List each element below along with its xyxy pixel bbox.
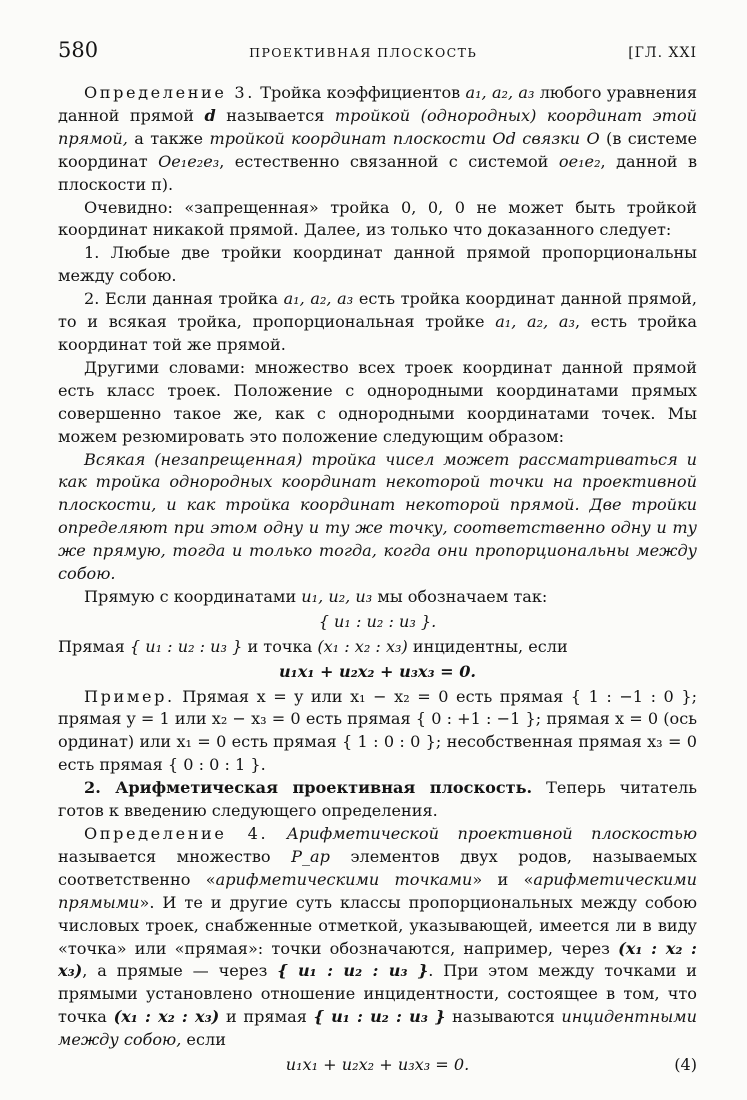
text: называются [445,1007,562,1027]
equation-number: (4) [674,1055,697,1075]
page-body [58,82,697,1077]
section-2 [58,777,697,823]
math: { u₁ : u₂ : u₃ } [277,961,429,981]
emphasis: арифметическими прямыми [58,869,698,912]
text: , а прямые — через [82,961,278,981]
math: a₁, a₂, a₃ [283,289,354,309]
definition-4 [58,823,697,1052]
text: (в системе координат [58,128,697,171]
math: (x₁ : x₂ : x₃) [58,938,698,981]
formula-4 [58,1054,697,1077]
paragraph-notation [58,586,697,609]
paragraph-other-words: Другими словами: множество всех троек координат данной прямой есть класс троек. Положение с однородными координатами прямых совершенно такое же, как с однородными координатами точек. Мы можем резюмировать это положение следующим образом: [58,357,697,446]
paragraph-incidence [58,636,697,659]
math: Oe₁e₂e₃ [158,151,220,171]
example [58,686,697,778]
formula-line-notation: { u₁ : u₂ : u₃ }. [318,611,437,631]
text: ». И те и другие суть классы пропорциональных между собою числовых троек, снабженные отметкой, указывающей, имеется ли в виду «точка» или «прямая»: точки обозначаются, например, через [58,892,697,958]
text: называется [215,105,335,125]
text: а также [127,128,210,148]
text: , данной в плоскости π). [58,151,698,194]
text: мы обозначаем так: [372,586,548,606]
text: 2. Если данная тройка [84,289,284,309]
running-title: ПРОЕКТИВНАЯ ПЛОСКОСТЬ [249,45,478,60]
math: a₁, a₂, a₃ [495,312,575,332]
math: oe₁e₂ [558,151,601,171]
text: Теперь читатель готов к введению следующего определения. [58,778,697,821]
text: инцидентны, если [407,636,568,656]
math: { u₁ : u₂ : u₃ } [129,636,243,656]
text: . При этом между точками и прямыми установлено отношение инцидентности, состоящее в том, что точка [58,961,698,1027]
running-header [58,38,697,82]
theorem-statement: Всякая (незапрещенная) тройка чисел может рассматриваться и как тройка однородных координат некоторой точки на проективной плоскости, и как тройка координат некоторой прямой. Две тройки определяют при этом одну и ту же точку, соответственно одну и ту же прямую, тогда и только тогда, когда они пропорциональны между собою. [58,449,697,584]
item-1: 1. Любые две тройки координат данной прямой пропорциональны между собою. [58,243,697,286]
text: элементов двух родов, называемых соответственно « [58,846,698,889]
math: a₁, a₂, a₃ [465,83,535,102]
text: Тройка коэффициентов [254,83,466,102]
text: » и « [472,869,534,889]
text: Прямую с координатами [84,586,302,606]
definition-4-head: Определение 4. [84,824,269,843]
text: , естественно связанной с системой [219,151,559,171]
text: любого уравнения данной прямой [58,83,697,125]
math: { u₁ : u₂ : u₃ } [313,1007,446,1027]
emphasis: инцидентными между собою, [58,1007,697,1050]
text: , есть тройка координат той же прямой. [58,312,697,354]
emphasis: арифметическими точками [215,869,473,889]
paragraph-obviously: Очевидно: «запрещенная» тройка 0, 0, 0 не может быть тройкой координат никакой прямой. Далее, из только что доказанного следует: [58,197,697,240]
example-head: Пример. [84,686,175,706]
section-heading: 2. Арифметическая проективная плоскость. [84,778,533,798]
text: и прямая [219,1007,314,1027]
math: u₁, u₂, u₃ [301,586,373,606]
text: Прямая [58,636,130,656]
math: (x₁ : x₂ : x₃) [317,636,408,656]
emphasis: тройкой (однородных) координат этой прямой, [58,105,697,148]
formula-4-body: u₁x₁ + u₂x₂ + u₃x₃ = 0. [285,1055,470,1075]
text: и точка [242,636,318,656]
emphasis: Арифметической проективной плоскостью [268,824,697,843]
math: (x₁ : x₂ : x₃) [113,1007,220,1027]
emphasis: тройкой координат плоскости Od связки O [209,128,600,148]
math: d [204,105,216,125]
text: есть тройка координат данной прямой, то и всякая тройка, пропорциональная тройке [58,289,697,332]
math: P_ap [291,846,330,866]
definition-3-head: Определение 3. [84,83,255,102]
formula-incidence: u₁x₁ + u₂x₂ + u₃x₃ = 0. [278,661,477,681]
text: если [181,1030,226,1050]
chapter-ref: [ГЛ. XXI [628,45,697,61]
definition-3 [58,82,697,197]
item-2 [58,288,697,357]
text: называется множество [58,846,292,866]
text: Прямая x = y или x₁ − x₂ = 0 есть прямая { 1 : −1 : 0 }; прямая y = 1 или x₂ − x₃ = 0 есть прямая { 0 : +1 : −1 }; прямая x = 0 (ось ординат) или x₁ = 0 есть прямая { 1 : 0 : 0 }; несобственная прямая x₃ = 0 есть прямая { 0 : 0 : 1 }. [58,686,697,775]
page-number: 580 [58,38,99,62]
